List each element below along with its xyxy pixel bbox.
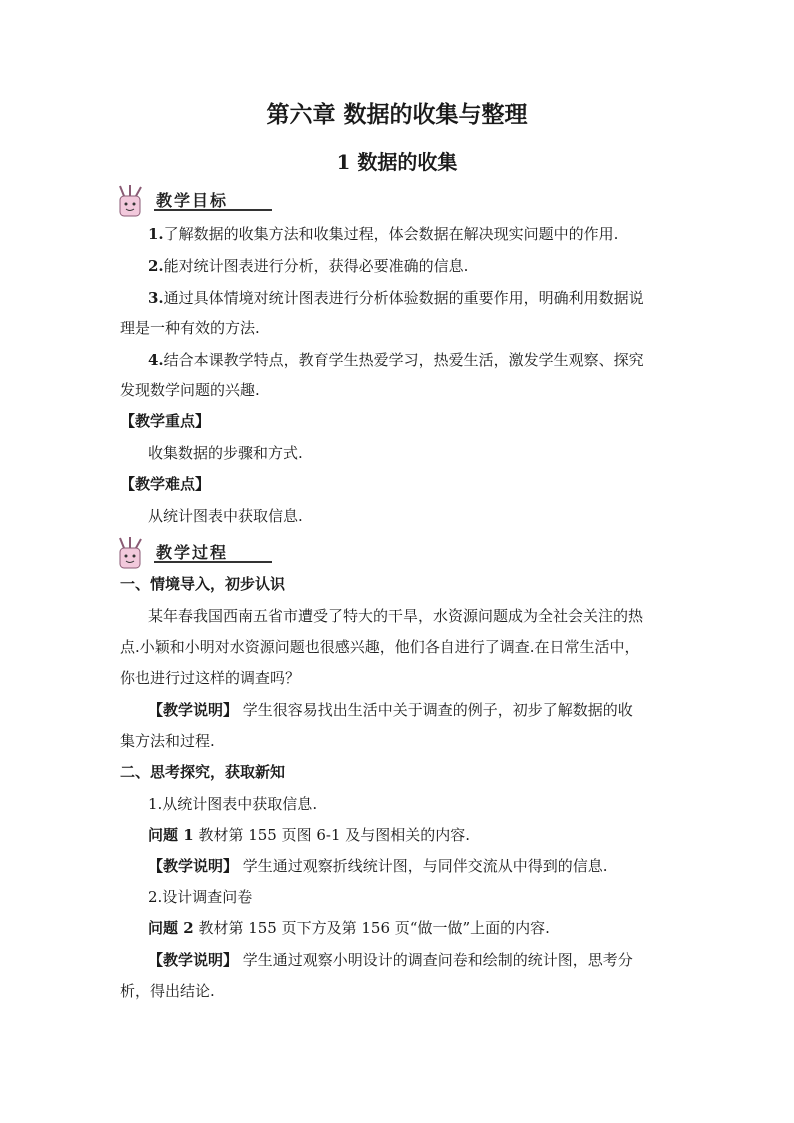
chapter-title: 第六章 数据的收集与整理 (266, 101, 528, 128)
banner-underline (154, 209, 272, 211)
section1-line1: 某年春我国西南五省市遭受了特大的干旱，水资源问题成为全社会关注的热 (148, 607, 644, 625)
objective-3-cont: 理是一种有效的方法. (120, 319, 260, 337)
difficulty-heading: 【教学难点】 (120, 475, 211, 493)
section2-note1: 【教学说明】 学生通过观察折线统计图，与同伴交流从中得到的信息. (148, 857, 608, 875)
section2-item2: 2.设计调查问卷 (148, 888, 253, 906)
section1-heading: 一、情境导入，初步认识 (120, 575, 286, 593)
pencil-cup-icon (114, 536, 152, 570)
section2-note2-cont: 析，得出结论. (120, 982, 215, 1000)
section2-note2: 【教学说明】 学生通过观察小明设计的调查问卷和绘制的统计图，思考分 (148, 951, 633, 969)
question-1: 问题 1 教材第 155 页图 6-1 及与图相关的内容. (148, 826, 471, 844)
pencil-cup-icon (114, 184, 152, 218)
section1-note: 【教学说明】 学生很容易找出生活中关于调查的例子，初步了解数据的收 (148, 701, 633, 719)
process-banner-label: 教学过程 (156, 543, 229, 562)
objectives-banner (114, 184, 314, 218)
lesson-title: 1 数据的收集 (336, 150, 458, 174)
objective-4: 4.结合本课教学特点，教育学生热爱学习，热爱生活，激发学生观察、探究 (148, 351, 644, 369)
section1-line2: 点.小颖和小明对水资源问题也很感兴趣，他们各自进行了调查.在日常生活中， (120, 638, 640, 656)
section2-heading: 二、思考探究，获取新知 (120, 763, 286, 781)
objective-1: 1.了解数据的收集方法和收集过程，体会数据在解决现实问题中的作用. (148, 225, 619, 243)
objectives-banner-label: 教学目标 (156, 191, 229, 210)
process-banner (114, 536, 314, 570)
banner-underline (154, 561, 272, 563)
objective-3: 3.通过具体情境对统计图表进行分析体验数据的重要作用，明确利用数据说 (148, 289, 644, 307)
difficulty-text: 从统计图表中获取信息. (148, 507, 303, 525)
key-point-heading: 【教学重点】 (120, 412, 211, 430)
key-point-text: 收集数据的步骤和方式. (148, 444, 303, 462)
objective-4-cont: 发现数学问题的兴趣. (120, 381, 260, 399)
section1-line3: 你也进行过这样的调查吗？ (120, 669, 301, 687)
section1-note-cont: 集方法和过程. (120, 732, 215, 750)
section2-item1: 1.从统计图表中获取信息. (148, 795, 318, 813)
objective-2: 2.能对统计图表进行分析，获得必要准确的信息. (148, 257, 469, 275)
question-2: 问题 2 教材第 155 页下方及第 156 页“做一做”上面的内容. (148, 919, 550, 937)
